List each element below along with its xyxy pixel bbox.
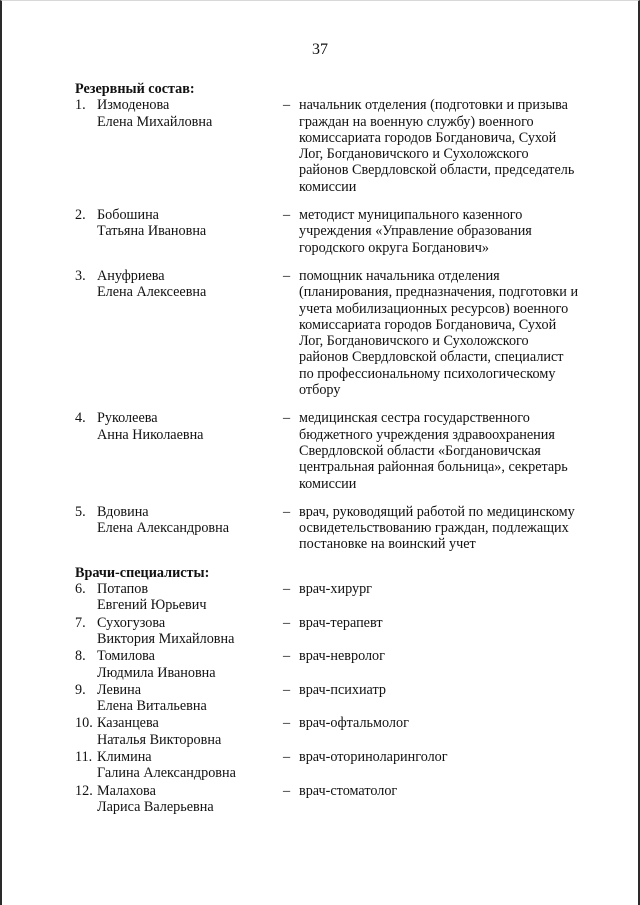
- list-entry: [75, 97, 610, 195]
- dash-separator: –: [283, 681, 291, 698]
- person-surname: Сухогузова: [97, 614, 166, 631]
- dash-separator: –: [283, 581, 291, 598]
- entry-number: 2.: [75, 207, 86, 224]
- entry-number: 4.: [75, 410, 86, 427]
- person-surname: Измоденова: [97, 97, 170, 114]
- person-given-names: Елена Витальевна: [97, 698, 207, 715]
- dash-separator: –: [283, 410, 291, 427]
- person-surname: Томилова: [97, 648, 155, 665]
- person: [75, 97, 283, 195]
- position-description: [299, 648, 610, 681]
- entry-number: 10.: [75, 715, 93, 732]
- position-line: комиссариата городов Богдановича, Сухой: [299, 316, 557, 333]
- position-line: медицинская сестра государственного: [299, 410, 530, 427]
- person-surname: Бобошина: [97, 207, 159, 224]
- person-given-names: Елена Михайловна: [97, 113, 213, 130]
- position-line: врач, руководящий работой по медицинскому: [299, 503, 575, 520]
- position-line: комиссариата городов Богдановича, Сухой: [299, 129, 557, 146]
- person-surname: Вдовина: [97, 503, 149, 520]
- person: [75, 410, 283, 491]
- dash-separator: –: [283, 748, 291, 765]
- list-entry: [75, 504, 610, 553]
- person-surname: Руколеева: [97, 410, 158, 427]
- person: [75, 715, 283, 748]
- position-line: Лог, Богдановичского и Сухоложского: [299, 146, 529, 163]
- position-description: [299, 207, 610, 256]
- doctors-section-title: Врачи-специалисты:: [75, 564, 210, 581]
- person-given-names: Елена Алексеевна: [97, 284, 207, 301]
- entry-number: 11.: [75, 748, 93, 765]
- position-line: врач-невролог: [299, 648, 385, 665]
- position-line: врач-терапевт: [299, 614, 383, 631]
- position-line: учреждения «Управление образования: [299, 223, 532, 240]
- list-entry: [75, 749, 610, 782]
- position-line: комиссии: [299, 178, 357, 195]
- person-given-names: Елена Александровна: [97, 520, 229, 537]
- person-given-names: Галина Александровна: [97, 765, 236, 782]
- person-given-names: Татьяна Ивановна: [97, 223, 207, 240]
- person-given-names: Анна Николаевна: [97, 426, 204, 443]
- position-line: центральная районная больница», секретарь: [299, 459, 568, 476]
- person: [75, 268, 283, 398]
- position-description: [299, 581, 610, 614]
- list-entry: [75, 410, 610, 491]
- entry-number: 7.: [75, 614, 86, 631]
- person-name: [97, 682, 283, 715]
- person-given-names: Людмила Ивановна: [97, 664, 216, 681]
- dash-separator: –: [283, 207, 291, 224]
- position-line: Лог, Богдановичского и Сухоложского: [299, 333, 529, 350]
- position-line: методист муниципального казенного: [299, 207, 523, 224]
- position-line: врач-офтальмолог: [299, 715, 409, 732]
- person-surname: Потапов: [97, 581, 149, 598]
- person: [75, 504, 283, 553]
- person-name: [97, 615, 283, 648]
- position-line: комиссии: [299, 475, 357, 492]
- position-line: отбору: [299, 382, 341, 399]
- person-name: [97, 410, 283, 491]
- dash-separator: –: [283, 614, 291, 631]
- position-line: районов Свердловской области, специалист: [299, 349, 564, 366]
- position-description: [299, 715, 610, 748]
- person: [75, 615, 283, 648]
- person-name: [97, 207, 283, 256]
- position-line: граждан на военную службу) военного: [299, 113, 534, 130]
- list-entry: [75, 715, 610, 748]
- position-description: [299, 268, 610, 398]
- commission-list: [75, 81, 610, 815]
- entry-number: 3.: [75, 267, 86, 284]
- person-surname: Малахова: [97, 782, 156, 799]
- position-line: врач-стоматолог: [299, 782, 398, 799]
- person-surname: Климина: [97, 748, 152, 765]
- position-description: [299, 783, 610, 816]
- position-line: городского округа Богданович»: [299, 239, 489, 256]
- position-description: [299, 97, 610, 195]
- entry-number: 6.: [75, 581, 86, 598]
- dash-separator: –: [283, 715, 291, 732]
- person-name: [97, 268, 283, 398]
- position-line: врач-психиатр: [299, 681, 386, 698]
- person: [75, 581, 283, 614]
- person-name: [97, 783, 283, 816]
- person-name: [97, 504, 283, 553]
- entry-number: 1.: [75, 97, 86, 114]
- list-entry: [75, 207, 610, 256]
- person: [75, 682, 283, 715]
- person-surname: Левина: [97, 681, 142, 698]
- person: [75, 207, 283, 256]
- dash-separator: –: [283, 782, 291, 799]
- person-name: [97, 749, 283, 782]
- list-entry: [75, 615, 610, 648]
- position-description: [299, 682, 610, 715]
- position-line: врач-оториноларинголог: [299, 748, 448, 765]
- position-description: [299, 410, 610, 491]
- position-line: учета мобилизационных ресурсов) военного: [299, 300, 569, 317]
- position-line: по профессиональному психологическому: [299, 365, 556, 382]
- person-name: [97, 97, 283, 195]
- person-name: [97, 715, 283, 748]
- list-entry: [75, 268, 610, 398]
- position-description: [299, 749, 610, 782]
- doctors-list: [75, 581, 610, 815]
- entry-number: 9.: [75, 681, 86, 698]
- dash-separator: –: [283, 503, 291, 520]
- person: [75, 783, 283, 816]
- position-line: начальник отделения (подготовки и призыва: [299, 97, 568, 114]
- reserve-section-title: Резервный состав:: [75, 81, 195, 97]
- position-line: Свердловской области «Богдановичская: [299, 442, 541, 459]
- person-name: [97, 581, 283, 614]
- person-surname: Ануфриева: [97, 267, 165, 284]
- list-entry: [75, 783, 610, 816]
- page-number: 37: [312, 41, 328, 58]
- list-entry: [75, 581, 610, 614]
- person: [75, 749, 283, 782]
- list-entry: [75, 682, 610, 715]
- position-line: (планирования, предназначения, подготовки и: [299, 284, 579, 301]
- person-name: [97, 648, 283, 681]
- person-given-names: Евгений Юрьевич: [97, 597, 207, 614]
- dash-separator: –: [283, 267, 291, 284]
- person: [75, 648, 283, 681]
- position-line: освидетельствованию граждан, подлежащих: [299, 520, 569, 537]
- position-line: врач-хирург: [299, 581, 372, 598]
- person-surname: Казанцева: [97, 715, 159, 732]
- list-entry: [75, 648, 610, 681]
- position-line: районов Свердловской области, председатель: [299, 162, 575, 179]
- dash-separator: –: [283, 97, 291, 114]
- position-line: бюджетного учреждения здравоохранения: [299, 426, 555, 443]
- position-description: [299, 504, 610, 553]
- person-given-names: Лариса Валерьевна: [97, 798, 214, 815]
- entry-number: 8.: [75, 648, 86, 665]
- position-description: [299, 615, 610, 648]
- dash-separator: –: [283, 648, 291, 665]
- position-line: помощник начальника отделения: [299, 267, 500, 284]
- entry-number: 12.: [75, 782, 93, 799]
- person-given-names: Наталья Викторовна: [97, 731, 222, 748]
- person-given-names: Виктория Михайловна: [97, 630, 235, 647]
- reserve-list: [75, 97, 610, 552]
- entry-number: 5.: [75, 503, 86, 520]
- position-line: постановке на воинский учет: [299, 536, 476, 553]
